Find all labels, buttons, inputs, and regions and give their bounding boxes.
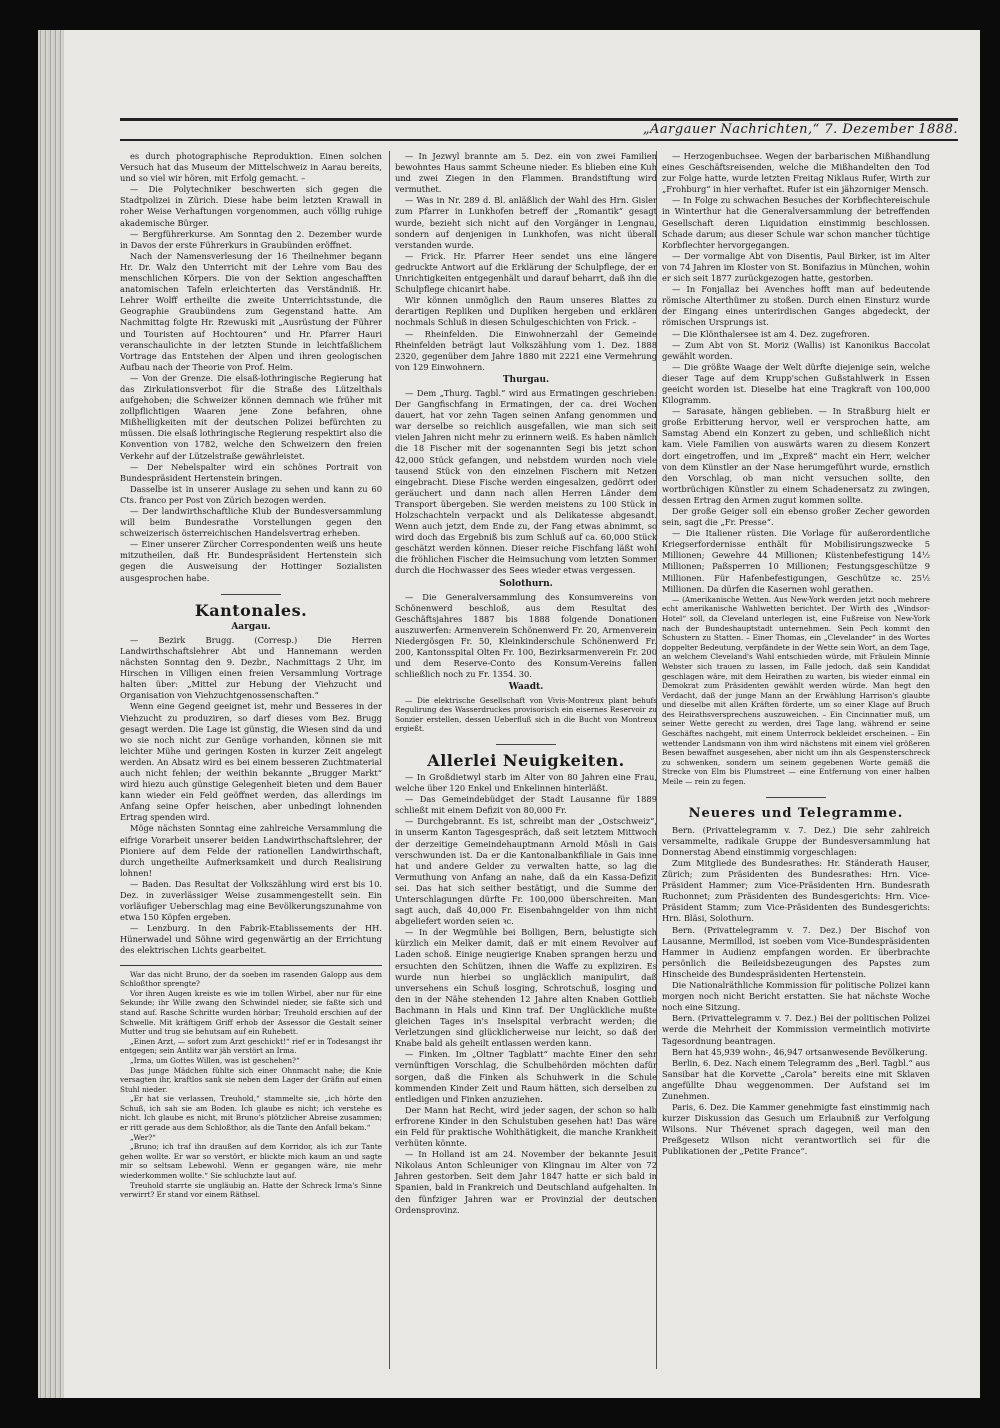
divider (221, 594, 281, 595)
article-paragraph: — Das Gemeindebüdget der Stadt Lausanne für 1889 schließt mit einem Defizit von 80,000 Fr. (395, 794, 657, 816)
article-paragraph: Die Nationalräthliche Kommission für politische Polizei kann morgen noch nicht Bericht erstatten. Sie hat nächste Woche noch eine Sitzung. (662, 980, 930, 1013)
col2e-articles (395, 772, 657, 1216)
article-paragraph: — In Holland ist am 24. November der bekannte Jesuit Nikolaus Anton Schleuniger von Klingnau im Alter von 72 Jahren gestorben. Seit dem Jahr 1847 hatte er sich bald in Spanien, bald in Frankreich und Deutschland aufgehalten. In den fünfziger Jahren war er Provinzial der deutschen Ordensprovinz. (395, 1149, 657, 1215)
article-paragraph: — Lenzburg. In den Fabrik-Etablissements der HH. Hünerwadel und Söhne wird gegenwärtig an der Errichtung des elektrischen Lichts gearbeitet. (120, 923, 382, 956)
article-paragraph: — Die größte Waage der Welt dürfte diejenige sein, welche dieser Tage auf dem Krupp'schen Gußstahlwerk in Essen geeicht worden ist. Dieselbe hat eine Tragkraft von 100,000 Kilogramm. (662, 361, 930, 406)
divider (766, 797, 826, 798)
aargau-heading: Aargau. (231, 621, 271, 632)
article-paragraph: — In Folge zu schwachen Besuches der Korbflechtereischule in Winterthur hat die Generalversammlung der betreffenden Gesellschaft deren Liquidation einstimmig beschlossen. Schade darum; aus dieser Schule war schon mancher tüchtige Korbflechter hervorgegangen. (662, 195, 930, 250)
article-paragraph: Nach der Namensverlesung der 16 Theilnehmer begann Hr. Dr. Walz den Unterricht mit der Lehre vom Bau des menschlichen Körpers. Die von der Sektion angeschafften anatomischen Tafeln erleichterten das Verständniß. Hr. Lehrer Wolff ertheilte die zweite Unterrichtsstunde, die Geographie Graubündens zum Gegenstand hatte. Am Nachmittag folgte Hr. Rzewuski mit „Ausrüstung der Führer und Touristen auf Hochtouren“ und Hr. Pfarrer Hauri veranschaulichte in der letzten Stunde in leichtfaßlichem Vortrage das Entstehen der Alpen und ihren geologischen Aufbau nach der Theorie von Prof. Heim. (120, 250, 382, 372)
article-paragraph: — Die Italiener rüsten. Die Vorlage für außerordentliche Kriegserfordernisse enthält für Mobilisirungszwecke 5 Millionen; Gewehre 44 Millionen; Küstenbefestigung 14½ Millionen; Paßsperren 10 Millionen; Festungsgeschütze 9 Millionen. Für Hafenbefestigungen, Geschütze ꝛc. 25½ Millionen. Da dürfen die Kasernen wohl gerathen. (662, 528, 930, 594)
col3-articles (662, 151, 930, 595)
col2d-articles (395, 696, 657, 734)
article-paragraph: — Einer unserer Zürcher Correspondenten weiß uns heute mitzutheilen, daß Hr. Bundespräsident Hertenstein sich gegen die Ausweisung der Hottinger Sozialisten ausgesprochen habe. (120, 539, 382, 583)
article-paragraph: es durch photographische Reproduktion. Einen solchen Versuch hat das Museum der Mittelschweiz in Aarau bereits, und so viel wir hören, mit Erfolg gemacht. – (120, 151, 382, 184)
article-paragraph: Der große Geiger soll ein ebenso großer Zecher geworden sein, sagt die „Fr. Presse“. (662, 506, 930, 528)
column-rule (389, 151, 390, 1369)
masthead-rule-bottom (120, 139, 958, 141)
article-paragraph: — Die Polytechniker beschwerten sich gegen die Stadtpolizei in Zürich. Diese habe beim letzten Krawall in roher Weise Verhaftungen vorgenommen, auch völlig ruhige akademische Bürger. (120, 184, 382, 228)
article-paragraph: — Frick. Hr. Pfarrer Heer sendet uns eine längere gedruckte Antwort auf die Erklärung der Schulpflege, der er Unrichtigkeiten entgegenhält und darauf beharrt, daß ihn die Schulpflege chicanirt habe. (395, 250, 657, 295)
thurgau-heading: Thurgau. (502, 374, 550, 385)
article-paragraph: Wir können unmöglich den Raum unseres Blattes zu derartigen Repliken und Dupliken hergeben und erklären nochmals Schluß in diesen Schulgeschichten von Frick. – (395, 295, 657, 328)
col3b-articles (662, 825, 930, 1158)
article-paragraph: Paris, 6. Dez. Die Kammer genehmigte fast einstimmig nach kurzer Diskussion das Gesuch um Erlaubniß zur Verfolgung Wilsons. Nur Thévenet sprach dagegen, weil man den Preßgesetz Wilson nicht verantwortlich sei für die Publikationen der „Petite France“. (662, 1102, 930, 1157)
article-paragraph: War das nicht Bruno, der da soeben im rasenden Galopp aus dem Schloßthor sprengte? (120, 969, 382, 989)
article-paragraph: — Von der Grenze. Die elsaß-lothringische Regierung hat das Zirkulationsverbot für die Straße des Lützelthals aufgehoben; die Schweizer können demnach wie früher mit zollpflichtigen Waaren jene Zone befahren, ohne Mißhelligkeiten mit der deutschen Polizei befürchten zu müssen. Die elsaß lothringische Regierung respektirt also die Konvention von 1782, welche den Schweizern den freien Verkehr auf der Lützelstraße gewährleistet. (120, 372, 382, 461)
article-paragraph: — In der Wegmühle bei Bolligen, Bern, belustigte sich kürzlich ein Melker damit, daß er mit einem Revolver auf Laden schoß. Einige neugierige Knaben sprangen herzu und ersuchten den Schützen, ihnen die Waffe zu expliziren. Es wurde nun hierbei so ungläcklich manipulirt, daß unversehens ein Schuß losging, Schrotschuß, losging und den in der Nähe stehenden 12 Jahre alten Knaben Gottlieb Bachmann in Hals und Kinn traf. Der Unglückliche mußte gleichen Tages in's Inselspital verbracht werden; die Verletzungen sind glücklicherweise nur leicht, so daß der Knabe bald als geheilt entlassen werden kann. (395, 927, 657, 1049)
col2b-articles (395, 388, 657, 577)
waadt-heading: Waadt. (508, 682, 544, 693)
divider (496, 744, 556, 745)
article-paragraph: „Irma, um Gottes Willen, was ist geschehen?“ (130, 1055, 300, 1065)
article-paragraph: Berlin, 6. Dez. Nach einem Telegramm des „Berl. Tagbl.“ aus Sansibar hat die Korvette „Carola“ bereits eine mit Sklaven angefüllte Dhau weggenommen. Der Aufstand sei im Zunehmen. (662, 1057, 930, 1101)
article-paragraph: Bern. (Privattelegramm v. 7. Dez.) Der Bischof von Lausanne, Mermillod, ist soeben vom Vice-Bundespräsidenten Hammer in Audienz empfangen worden. Er überbrachte persönlich die Beileidsbezeugungen des Papstes zum Hinscheide des Bundespräsidenten Hertenstein. (662, 924, 930, 979)
article-paragraph: — Die Generalversammlung des Konsumvereins von Schönenwerd beschloß, aus dem Resultat des Geschäftsjahres 1887 bis 1888 folgende Donationen auszuwerfen: Armenverein Schönenwerd Fr. 20, Armenverein Niedergösgen Fr. 50, Kleinkinderschule Schönenwerd Fr. 200, Kantonsspital Olten Fr. 100, Bezirksarmenverein Fr. 200 und dem Reserve-Conto des Konsum-Vereins fallen schließlich noch zu Fr. 1354. 30. (395, 591, 657, 680)
article-paragraph: „Er hat sie verlassen, Treuhold,“ stammelte sie, „ich hörte den Schuß, ich sah sie am Boden. Ich glaube es nicht; ich verstehe es nicht. Ich glaube es nicht, mit Bruno's plötzlicher Abreise zusammen; er ritt gerade aus dem Schloßthor, als die Tante den Anfall bekam.“ (120, 1094, 382, 1133)
article-paragraph: — Dem „Thurg. Tagbl.“ wird aus Ermatingen geschrieben: Der Gangfischfang in Ermatingen, der ca. drei Wochen dauert, hat vor zehn Tagen seinen Anfang genommen und war derselbe so reichlich ausgefallen, wie man sich seit vielen Jahren nicht mehr zu erinnern weiß. Es haben nämlich die 18 Fischer mit der sogenannten Segi bis jetzt schon 42,000 Stück gefangen, und nebstdem wurden noch viele tausend Stück von den einzelnen Fischern mit Netzen eingebracht. Diese Fische werden eingesalzen, gedörrt oder geräuchert und dann nach allen Herren Länder dem Transport übergeben. Sie werden meistens zu 100 Stück in Holzschachteln verpackt und als Delikatesse abgesandt. Wenn auch jetzt, dem Ende zu, der Fang etwas abnimmt, so wird doch das Ergebniß bis zum Schluß auf ca. 60,000 Stück geschätzt werden können. Dieser reiche Fischfang läßt wohl die fröhlichen Fischer die Heimsuchung vom letzten Sommer durch die Hochwasser des Sees wieder etwas vergessen. (395, 387, 657, 576)
solothurn-heading: Solothurn. (499, 578, 553, 589)
col2-articles (395, 151, 657, 373)
article-paragraph: — (Amerikanische Wetten. Aus New-York werden jetzt noch mehrere echt amerikanische Wahlwetten berichtet. Der Wirth des „Windsor-Hotel“ soll, da Cleveland unterlegen ist, eine Fußreise von New-York nach der Bundeshauptstadt unternehmen. Sein Pech kommt den Schustern zu Statten. – Einer Thomas, ein „Clevelander“ in des Wortes doppelter Bedeutung, verpfändete in der Wette sein Wort, an dem Tage, an welchem Cleveland's Wahl entschieden würde, mit Fräulein Minnie Webster sich trauen zu lassen, im Falle jedoch, daß sein Kandidat geschlagen wäre, mit dem Heirathen zu warten, bis wieder einmal ein Demokrat zum Präsidenten gewählt werden würde. Man hegt den Verdacht, daß der junge Mann an der Erwählung Harrison's glaubte und dieselbe mit allen Kräften förderte, um so einer Klage auf Bruch des Heirathsversprechens auszuweichen. – Ein Cincinnatier muß, um seiner Wette gerecht zu werden, drei Tage lang, während er seine Geschäftes nachgeht, mit einem Unterrock bekleidet erscheinen. – Ein wettender Landsmann von ihm wird nächstens mit einem viel größeren Besen bewaffnet ausgesehen, aber nicht um ihn als Gespensterschreck zu schwenken, sondern um seinem gegebenen Worte gemäß die Strecke von Elm bis Plumstreet — eine Entfernung von einer halben Meile — rein zu fegen. (662, 594, 930, 787)
article-paragraph: — Der landwirthschaftliche Klub der Bundesversammlung will beim Bundesrathe Vorstellungen gegen den schweizerisch österreichischen Handelsvertrag erheben. (120, 506, 382, 539)
article-paragraph: — In Großdietwyl starb im Alter von 80 Jahren eine Frau, welche über 120 Enkel und Enkelinnen hinterläßt. (395, 771, 657, 794)
article-paragraph: Bern hat 45,939 wohn-, 46,947 ortsanwesende Bevölkerung. (672, 1046, 928, 1057)
article-paragraph: „Einen Arzt, — sofort zum Arzt geschickt!“ rief er in Todesangst ihr entgegen; sein Antlitz war jäh verstört an Irma. (120, 1036, 382, 1056)
article-paragraph: — In Fonjallaz bei Avenches hofft man auf bedeutende römische Alterthümer zu stoßen. Durch einen Einsturz wurde der Eingang eines unterirdischen Ganges abgedeckt, der römischen Ursprungs ist. (662, 284, 930, 328)
article-paragraph: — Herzogenbuchsee. Wegen der barbarischen Mißhandlung eines Geschäftsreisenden, welche die Mißhandelten den Tod zur Folge hatte, wurde letzten Freitag Niklaus Rufer, Wirth zur „Frohburg“ in hier verhaftet. Rufer ist ein jähzorniger Mensch. (662, 151, 930, 195)
article-paragraph: Vor ihren Augen kreiste es wie im tollen Wirbel, aber nur für eine Sekunde; ihr Wille zwang den Schwindel nieder, sie faßte sich und stand auf. Rasche Schritte wurden hörbar; Treuhold erschien auf der Schwelle. Mit kräftigem Griff erhob der Assessor die Gestalt seiner Mutter und trug sie behutsam auf ein Ruhebett. (120, 988, 382, 1037)
article-paragraph: Bern. (Privattelegramm v. 7. Dez.) Bei der politischen Polizei werde die Mehrheit der Kommission vermeintlich motivirte Tagesordnung beantragen. (662, 1013, 930, 1046)
column-3 (662, 151, 930, 1158)
article-paragraph: — Bergführerkurse. Am Sonntag den 2. Dezember wurde in Davos der erste Führerkurs in Graubünden eröffnet. (120, 228, 382, 250)
article-paragraph: — Zum Abt von St. Moriz (Wallis) ist Kanonikus Baccolat gewählt worden. (662, 339, 930, 361)
article-paragraph: „Wer?“ (130, 1132, 156, 1142)
article-paragraph: — Die elektrische Gesellschaft von Vivis-Montreux plant behufs Regulirung des Wasserdruckes provisorisch ein eisernes Reservoir zu Sonzier erstellen, dessen Ueberfluß sich in die Bucht von Montreux ergießt. (395, 695, 657, 734)
article-paragraph: — Bezirk Brugg. (Corresp.) Die Herren Landwirthschaftslehrer Abt und Hannemann werden nächsten Sonntag den 9. Dezbr., Nachmittags 2 Uhr, im Hirschen in Villigen einen freien Versammlung Vortrage halten über: „Mittel zur Hebung der Viehzucht und Organisation von Viehzuchtgenossenschaften.“ (120, 634, 382, 701)
binding-edge (38, 30, 64, 1398)
neueres-heading: Neueres und Telegramme. (688, 805, 904, 821)
article-paragraph: Dasselbe ist in unserer Auslage zu sehen und kann zu 60 Cts. franco per Post von Zürich bezogen werden. (120, 483, 382, 505)
col1-articles (120, 151, 382, 584)
article-paragraph: — Der Nebelspalter wird ein schönes Portrait von Bundespräsident Hertenstein bringen. (120, 461, 382, 483)
article-paragraph: Möge nächsten Sonntag eine zahlreiche Versammlung die eifrige Vorarbeit unserer beiden Landwirthschaftslehrer, der Pioniere auf dem Felde der rationellen Landwirthschaft, durch ungetheilte Aufmerksamkeit und durch Realisirung lohnen! (120, 823, 382, 878)
feuilleton (120, 970, 382, 1200)
article-paragraph: — Sarasate, hängen geblieben. — In Straßburg hielt er große Erbitterung hervor, weil er versprochen hatte, am Samstag Abend ein Konzert zu geben, und schließlich nicht kam. Viele Familien von auswärts waren zu diesem Konzert dort eingetroffen, und im „Expreß“ macht ein Herr, welcher von dem Künstler an der Nase herumgeführt wurde, ernstlich den Vorschlag, ob man nicht versuchen sollte, den wortbrüchigen Künstler zu einem Schadenersatz zu zwingen, dessen Ertrag den Armen zugut kommen sollte. (662, 406, 930, 505)
feuilleton-rule (120, 965, 382, 966)
column-2 (395, 151, 657, 1216)
article-paragraph: — Finken. Im „Oltner Tagblatt“ machte Einer den sehr vernünftigen Vorschlag, die Schulbehörden möchten dafür sorgen, daß die Finken als Schuhwerk in die Schule kommenden Kinder Zeit und Raum hätten, sich derselben zu entledigen und Finken anzuziehen. (395, 1049, 657, 1104)
article-paragraph: — In Jezwyl brannte am 5. Dez. ein von zwei Familien bewohntes Haus sammt Scheune nieder. Es blieben eine Kuh und zwei Ziegen in den Flammen. Brandstiftung wird vermuthet. (395, 151, 657, 195)
article-paragraph: — Was in Nr. 289 d. Bl. anläßlich der Wahl des Hrn. Gisler zum Pfarrer in Lunkhofen betreff der „Romantik“ gesagt wurde, bezieht sich nicht auf den Vorgänger in Lengnau, sondern auf denjenigen in Lunkhofen, was nicht überall verstanden wurde. (395, 195, 657, 250)
article-paragraph: Der Mann hat Recht, wird jeder sagen, der schon so halb erfrorene Kinder in den Schulstuben gesehen hat! Das wäre ein Feld für praktische Wohlthätigkeit, die manche Krankheit verhüten könnte. (395, 1104, 657, 1149)
article-paragraph: „Bruno; ich traf ihn draußen auf dem Korridor, als ich zur Tante gehen wollte. Er war so verstört, er blickte mich kaum an und sagte mir so seltsam Lebewohl. Wenn er gegangen wäre, nie mehr wiederkommen wollte.“ Sie schluchzte laut auf. (120, 1142, 382, 1181)
article-paragraph: Wenn eine Gegend geeignet ist, mehr und Besseres in der Viehzucht zu produziren, so darf dieses vom Bez. Brugg gesagt werden. Die Lage ist günstig, die Wiesen sind da und wo sie noch nicht zur Genüge vorhanden, können sie mit leichter Mühe und geringen Kosten in kurzer Zeit angelegt werden. An Absatz wird es bei einem besseren Zuchtmaterial auch nicht fehlen; der weithin bekannte „Brugger Markt“ wird hiezu auch günstige Gelegenheit bieten und dem Bauer kann wieder ein Feld geöffnet werden, das allerdings im Anfang seine Opfer heischen, aber unbedingt lohnenden Ertrag spenden wird. (120, 701, 382, 823)
article-paragraph: Bern. (Privattelegramm v. 7. Dez.) Die sehr zahlreich versammelte, radikale Gruppe der Bundesversammlung hat Donnerstag Abend einstimmig vorgeschlagen: (662, 824, 930, 857)
article-paragraph: — Durchgebrannt. Es ist, schreibt man der „Ostschweiz“, in unserm Kanton Tagesgespräch, daß seit letztem Mittwoch der derzeitige Gemeindehauptmann Arnold Mösli in Gais verschwunden ist. Da er die Kantonalbankfiliale in Gais inne hat und andere Gelder zu verwalten hatte, so lag die Vermuthung von Anfang an nahe, daß da ein Kassa-Defizit sei. Das hat sich seither bestätigt, und die Summe der Unterschlagungen dürfte Fr. 100,000 überschreiten. Man sagt auch, daß 40,000 Fr. Eisenbahngelder von ihm nicht abgeliefert worden seien ꝛc. (395, 816, 657, 927)
col3-small-articles (662, 595, 930, 787)
col2c-articles (395, 592, 657, 681)
article-paragraph: Das junge Mädchen fühlte sich einer Ohnmacht nahe; die Knie versagten ihr, kraftlos sank sie neben dem Lager der Gräfin auf einen Stuhl nieder. (120, 1065, 382, 1094)
article-paragraph: Treuhold starrte sie ungläubig an. Hatte der Schreck Irma's Sinne verwirrt? Er stand vor einem Räthsel. (120, 1180, 382, 1200)
masthead: „Aargauer Nachrichten,“ 7. Dezember 1888. (642, 122, 958, 137)
allerlei-heading: Allerlei Neuigkeiten. (427, 750, 625, 770)
article-paragraph: — Rheinfelden. Die Einwohnerzahl der Gemeinde Rheinfelden beträgt laut Volkszählung vom 1. Dez. 1888 2320, gegenüber dem Jahre 1880 mit 2221 eine Vermehrung von 129 Einwohnern. (395, 328, 657, 372)
column-1 (120, 151, 382, 1200)
article-paragraph: — Die Klönthalersee ist am 4. Dez. zugefroren. (672, 328, 870, 339)
kantonales-heading: Kantonales. (194, 600, 308, 620)
article-paragraph: Zum Mitgliede des Bundesrathes: Hr. Ständerath Hauser, Zürich; zum Präsidenten des Bundesrathes: Hrn. Vice-Präsident Hammer; zum Vice-Präsidenten Hrn. Bundesrath Ruchonnet; zum Präsidenten des Bundesgerichts: Hrn. Vice-Präsident Stamm; zum Vice-Präsidenten des Bundesgerichts: Hrn. Bläsi, Solothurn. (662, 858, 930, 924)
article-paragraph: — Der vormalige Abt von Disentis, Paul Birker, ist im Alter von 74 Jahren im Kloster von St. Bonifazius in München, wohin er sich seit 1877 zurückgezogen hatte, gestorben. (662, 250, 930, 284)
article-paragraph: — Baden. Das Resultat der Volkszählung wird erst bis 10. Dez. in zuverlässiger Weise zusammengestellt sein. Ein vorläufiger Ueberschlag mag eine Bevölkerungszunahme von etwa 150 Köpfen ergeben. (120, 878, 382, 923)
col1b-articles (120, 635, 382, 957)
